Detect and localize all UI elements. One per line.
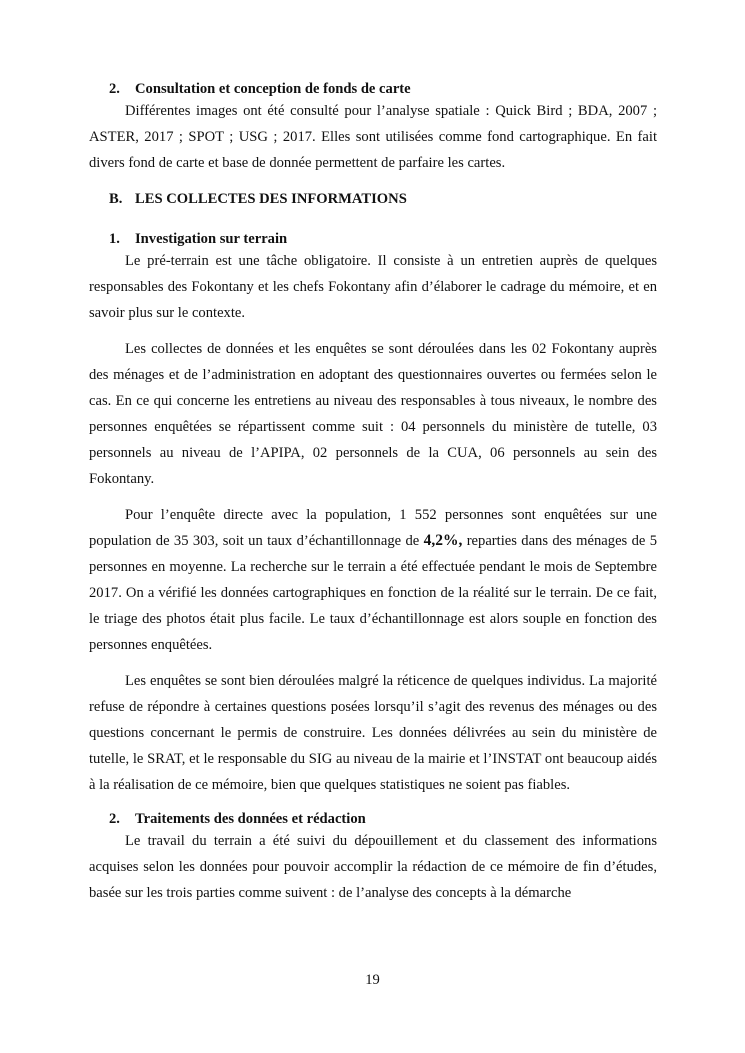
paragraph-text: reparties dans des ménages de 5 personnes en moyenne. La recherche sur le terrain a été effectuée pendant le mois de Septembre 2017. On a vérifié les données cartographiques en fonction de la réalité sur le terrain. De ce fait, le triage des photos était plus facile. Le taux d’échantillonnage est alors souple en fonction des personnes enquêtées. xyxy=(89,533,657,653)
heading-title: Traitements des données et rédaction xyxy=(135,811,366,827)
heading-collectes xyxy=(89,190,657,208)
paragraph-text: Pour l’enquête directe avec la population, 1 552 personnes sont enquêtées sur une population de 35 303, soit un taux d’échantillonnage de xyxy=(89,507,657,549)
heading-investigation xyxy=(89,230,657,248)
sampling-rate: 4,2%, xyxy=(423,532,463,549)
heading-number: 2. xyxy=(109,81,120,97)
paragraph-deroulement: Les enquêtes se sont bien déroulées malgré la réticence de quelques individus. La majorité refuse de répondre à certaines questions posées lorsqu’il s’agit des revenus des ménages ou des questions concernant le permis de construire. Les données délivrées au sein du ministère de tutelle, le SRAT, et le responsable du SIG au niveau de la mairie et l’INSTAT ont beaucoup aidés à la réalisation de ce mémoire, bien que quelques statistiques ne soient pas fiables. xyxy=(89,673,657,793)
heading-title: Investigation sur terrain xyxy=(135,231,288,247)
heading-number: 1. xyxy=(109,231,120,247)
paragraph-traitements: Le travail du terrain a été suivi du dépouillement et du classement des informations acquises selon les données pour pouvoir accomplir la rédaction de ce mémoire de fin d’études, basée sur les trois parties comme suivent : de l’analyse des concepts à la démarche xyxy=(89,833,657,901)
heading-number: B. xyxy=(109,191,123,207)
paragraph-pre-terrain: Le pré-terrain est une tâche obligatoire. Il consiste à un entretien auprès de quelques responsables des Fokontany et les chefs Fokontany afin d’élaborer le cadrage du mémoire, et en savoir plus sur le contexte. xyxy=(89,253,657,321)
document-page xyxy=(89,80,657,906)
paragraph-collectes: Les collectes de données et les enquêtes se sont déroulées dans les 02 Fokontany auprès des ménages et de l’administration en adoptant des questionnaires ouvertes ou fermées selon le cas. En ce qui concerne les entretiens au niveau des responsables à tous niveaux, le nombre des personnes enquêtées se répartissent comme suit : 04 personnels du ministère de tutelle, 03 personnels au niveau de l’APIPA, 02 personnels de la CUA, 06 personnels au sein des Fokontany. xyxy=(89,341,657,487)
page-number: 19 xyxy=(365,972,380,988)
heading-title: Consultation et conception de fonds de carte xyxy=(135,81,411,97)
paragraph-consultation: Différentes images ont été consulté pour l’analyse spatiale : Quick Bird ; BDA, 2007 ; ASTER, 2017 ; SPOT ; USG ; 2017. Elles sont utilisées comme fond cartographique. En fait divers fond de carte et base de donnée permettent de parfaire les cartes. xyxy=(89,103,657,171)
heading-consultation xyxy=(89,80,657,98)
paragraph-enquete-directe xyxy=(89,502,657,658)
heading-title: LES COLLECTES DES INFORMATIONS xyxy=(135,191,407,207)
heading-traitements xyxy=(89,810,657,828)
heading-number: 2. xyxy=(109,811,120,827)
